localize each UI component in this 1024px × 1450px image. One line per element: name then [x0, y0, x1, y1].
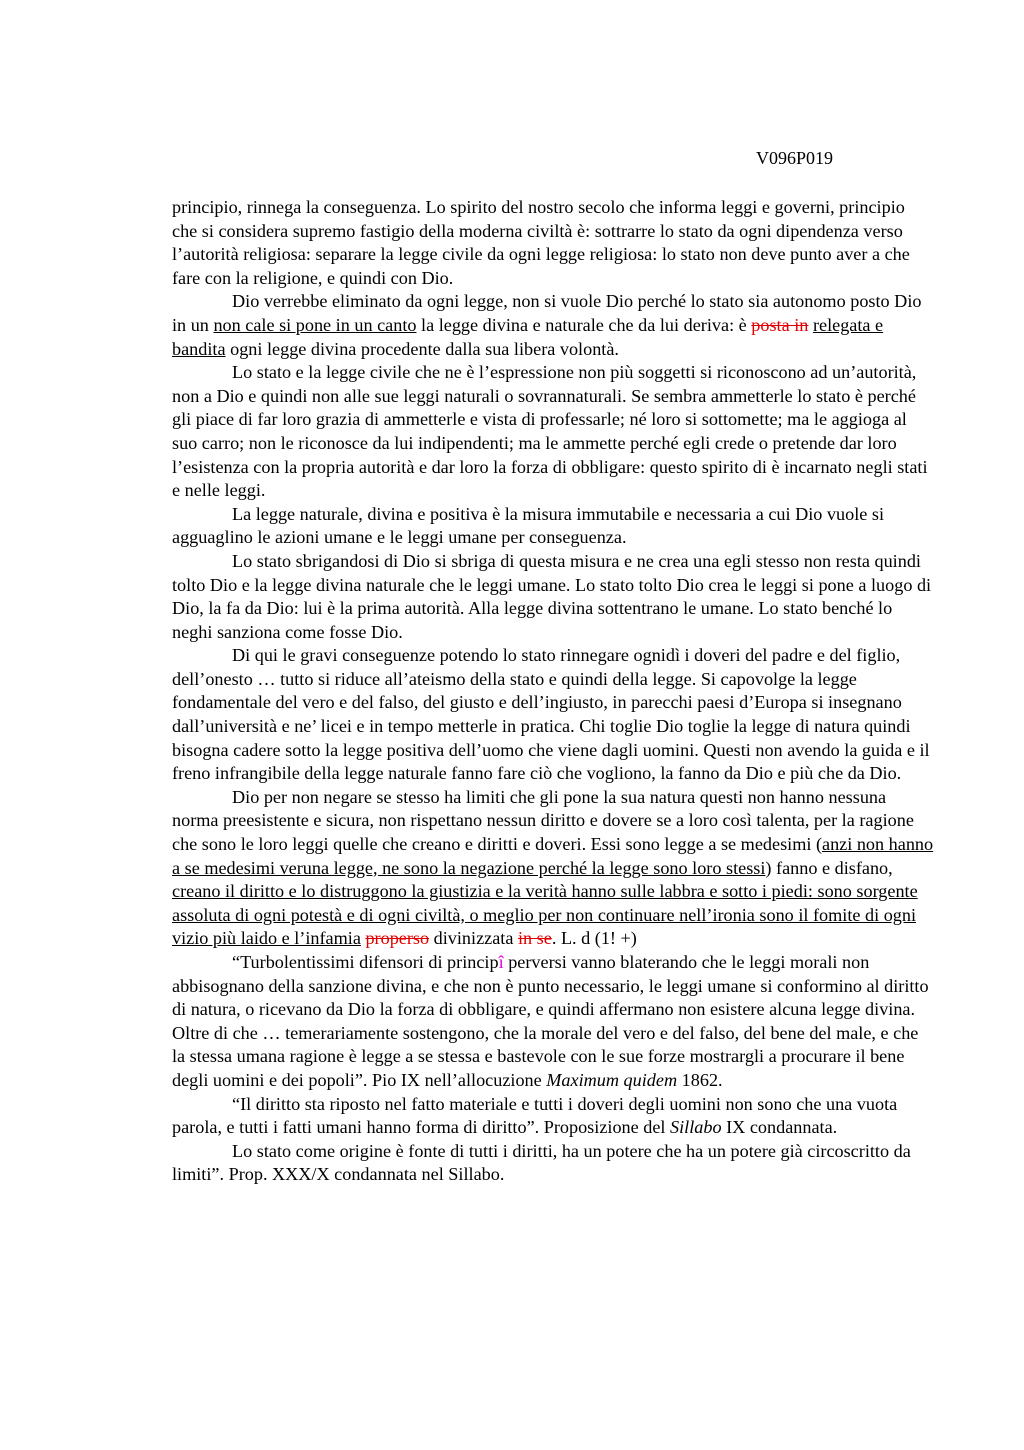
- text-run: divinizzata: [429, 928, 518, 949]
- paragraph: [172, 196, 934, 290]
- text-run: “Il diritto sta riposto nel fatto materiale e tutti i doveri degli uomini non sono che una vuota parola, e tutti i fatti umani hanno forma di diritto”. Proposizione del: [172, 1093, 898, 1138]
- text-run: Lo stato e la legge civile che ne è l’espressione non più soggetti si riconoscono ad un’autorità, non a Dio e quindi non alle sue leggi naturali o sovrannaturali. Se sembra ammetterle lo stato è perché gli piace di far loro grazia di ammetterle e vista di professarle; né loro si sottomette; ma le aggioga al suo carro; non le riconosce da lui indipendenti; ma le ammette perché egli crede o pretende dar loro l’esistenza con la propria autorità e dar loro la forza di obbligare: questo spirito di è incarnato negli stati e nelle leggi.: [172, 362, 928, 501]
- paragraph: [172, 290, 934, 361]
- text-run: La legge naturale, divina e positiva è la misura immutabile e necessaria a cui Dio vuole si agguaglino le azioni umane e le leggi umane per conseguenza.: [172, 503, 884, 548]
- underlined-text: anzi non hanno a se medesimi veruna legge, ne sono la negazione perché la legge sono loro stessi: [172, 834, 934, 878]
- text-run: perversi vanno blaterando che le leggi morali non abbisognano della sanzione divina, e che non è punto necessario, le leggi umane si conformino al diritto di natura, o ricevano da Dio la forza di obbligare, e quindi affermano non esistere alcuna legge divina. Oltre di che … temerariamente sostengono, che la morale del vero e del falso, del bene del male, e che la stessa umana ragione è legge a se stessa e bastevole con le sue forze mostrargli a procurare il bene degli uomini e dei popoli”. Pio IX nell’allocuzione: [172, 952, 929, 1090]
- underlined-text: non cale si pone in un canto: [213, 314, 417, 335]
- text-run: “Turbolentissimi difensori di princip: [232, 952, 499, 972]
- inserted-text: î: [498, 952, 504, 972]
- text-run: . L. d (1! +): [551, 928, 637, 949]
- underlined-text: relegata e bandita: [172, 314, 884, 359]
- document-body: [172, 196, 934, 1187]
- text-run: ) fanno e disfano,: [765, 857, 893, 878]
- paragraph: [172, 503, 934, 550]
- text-run: ogni legge divina procedente dalla sua libera volontà.: [225, 338, 619, 359]
- paragraph: [172, 361, 934, 503]
- paragraph: [172, 644, 934, 786]
- italic-text: Maximum quidem: [546, 1069, 678, 1090]
- text-run: la legge divina e naturale che da lui deriva: è: [416, 314, 752, 335]
- text-run: IX condannata.: [721, 1117, 838, 1138]
- paragraph: [172, 1140, 934, 1187]
- text-run: 1862.: [677, 1069, 723, 1090]
- text-run: Dio per non negare se stesso ha limiti che gli pone la sua natura questi non hanno nessuna norma preesistente e sicura, non rispettano nessun diritto e dovere se a loro così talenta, per la ragione che sono le loro leggi quelle che creano e diritti e doveri. Essi sono legge a se medesimi (: [172, 786, 914, 855]
- text-run: principio, rinnega la conseguenza. Lo spirito del nostro secolo che informa leggi e governi, principio che si considera supremo fastigio della moderna civiltà è: sottrarre lo stato da ogni dipendenza verso l’autorità religiosa: separare la legge civile da ogni legge religiosa: lo stato non deve punto aver a che fare con la religione, e quindi con Dio.: [172, 197, 910, 288]
- deleted-text: posta in: [751, 314, 809, 335]
- paragraph: [172, 786, 934, 951]
- paragraph: [172, 550, 934, 644]
- text-run: Lo stato come origine è fonte di tutti i diritti, ha un potere che ha un potere già circoscritto da limiti”. Prop. XXX/X condannata nel Sillabo.: [172, 1140, 911, 1185]
- underlined-text: creano il diritto e lo distruggono la giustizia e la verità hanno sulle labbra e sotto i piedi: sono sorgente assoluta di ogni potestà e di ogni civiltà, o meglio per non continuare nell’ironia sono il fomite di ogni vizio più laido e l’infamia: [172, 881, 918, 949]
- text-run: Lo stato sbrigandosi di Dio si sbriga di questa misura e ne crea una egli stesso non resta quindi tolto Dio e la legge divina naturale che le leggi umane. Lo stato tolto Dio crea le leggi si pone a luogo di Dio, la fa da Dio: lui è la prima autorità. Alla legge divina sottentrano le umane. Lo stato benché lo neghi sanziona come fosse Dio.: [172, 550, 932, 642]
- page-id: V096P019: [756, 148, 834, 168]
- text-run: Di qui le gravi conseguenze potendo lo stato rinnegare ognidì i doveri del padre e del figlio, dell’onesto … tutto si riduce all’ateismo della stato e quindi della legge. Si capovolge la legge fondamentale del vero e del falso, del giusto e dell’ingiusto, in parecchi paesi d’Europa si insegnano dall’università e ne’ licei e in tempo metterle in pratica. Chi toglie Dio toglie la legge di natura quindi bisogna cadere sotto la legge positiva dell’uomo che viene dagli uomini. Questi non avendo la guida e il freno infrangibile della legge naturale fanno fare ciò che vogliono, la fanno da Dio e più che da Dio.: [172, 645, 930, 784]
- deleted-text: in se: [517, 928, 552, 949]
- paragraph: [172, 1093, 934, 1140]
- deleted-text: properso: [365, 928, 430, 949]
- text-run: Dio verrebbe eliminato da ogni legge, non si vuole Dio perché lo stato sia autonomo posto Dio in un: [172, 291, 922, 335]
- italic-text: Sillabo: [670, 1117, 722, 1138]
- paragraph: [172, 951, 934, 1093]
